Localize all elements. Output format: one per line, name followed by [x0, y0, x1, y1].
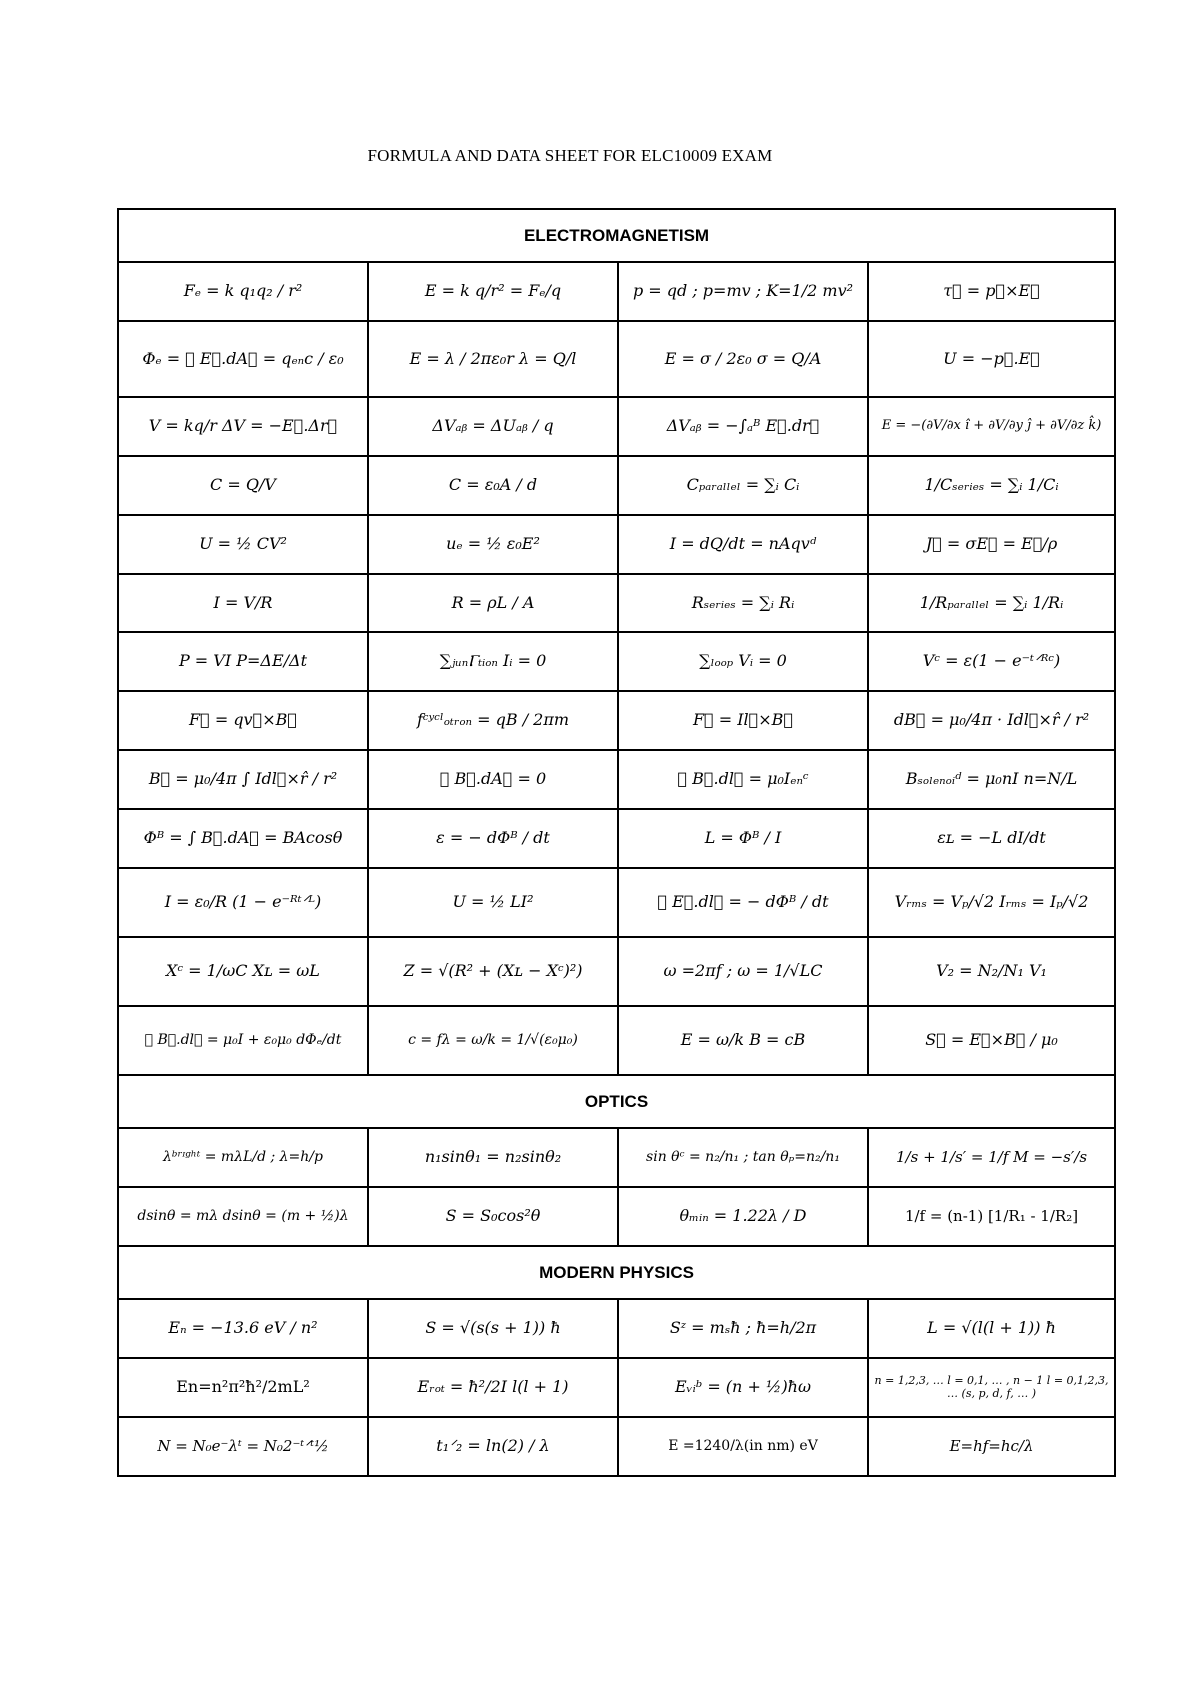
section-header-electromagnetism: ELECTROMAGNETISM: [118, 209, 1115, 262]
formula-cell: F⃗ = qv⃗×B⃗: [118, 691, 368, 750]
formula-cell: I = dQ/dt = nAqvᵈ: [618, 515, 868, 574]
formula-cell: 1/f = (n-1) [1/R₁ - 1/R₂]: [868, 1187, 1115, 1246]
formula-cell: ∮ B⃗.dA⃗ = 0: [368, 750, 618, 809]
formula-cell: Vᶜ = ε(1 − e⁻ᵗᐟᴿᶜ): [868, 632, 1115, 691]
formula-cell: E = ω/k B = cB: [618, 1006, 868, 1075]
table-row: [118, 262, 1115, 321]
formula-cell: 1/s + 1/s′ = 1/f M = −s′/s: [868, 1128, 1115, 1187]
table-row: [118, 397, 1115, 456]
formula-cell: dB⃗ = μ₀/4π · Idl⃗×r̂ / r²: [868, 691, 1115, 750]
formula-cell: Bₛₒₗₑₙₒᵢᵈ = μ₀nI n=N/L: [868, 750, 1115, 809]
formula-cell: E=hf=hc/λ: [868, 1417, 1115, 1476]
formula-cell: εʟ = −L dI/dt: [868, 809, 1115, 868]
formula-cell: U = ½ LI²: [368, 868, 618, 937]
table-row: [118, 809, 1115, 868]
formula-cell: sin θᶜ = n₂/n₁ ; tan θₚ=n₂/n₁: [618, 1128, 868, 1187]
formula-cell: ∑ⱼᵤₙⲄₜᵢₒₙ Iᵢ = 0: [368, 632, 618, 691]
formula-cell: C = ε₀A / d: [368, 456, 618, 515]
table-row: [118, 1358, 1115, 1417]
formula-cell: ∮ B⃗.dl⃗ = μ₀I + ε₀μ₀ dΦₑ/dt: [118, 1006, 368, 1075]
formula-cell: t₁ᐟ₂ = ln(2) / λ: [368, 1417, 618, 1476]
formula-cell: Z = √(R² + (Xʟ − Xᶜ)²): [368, 937, 618, 1006]
table-row: [118, 1187, 1115, 1246]
formula-cell: 1/Cₛₑᵣᵢₑₛ = ∑ᵢ 1/Cᵢ: [868, 456, 1115, 515]
formula-cell: S = √(s(s + 1)) ħ: [368, 1299, 618, 1358]
table-row: [118, 937, 1115, 1006]
formula-cell: ΔVₐᵦ = ΔUₐᵦ / q: [368, 397, 618, 456]
formula-cell: E = λ / 2πε₀r λ = Q/l: [368, 321, 618, 397]
formula-cell: U = −p⃗.E⃗: [868, 321, 1115, 397]
page-title: FORMULA AND DATA SHEET FOR ELC10009 EXAM: [367, 146, 773, 165]
formula-cell: Φᴮ = ∫ B⃗.dA⃗ = BAcosθ: [118, 809, 368, 868]
table-row: [118, 1006, 1115, 1075]
section-header-row: [118, 1075, 1115, 1128]
formula-cell: Eᵣₒₜ = ħ²/2I l(l + 1): [368, 1358, 618, 1417]
table-row: [118, 868, 1115, 937]
formula-cell: E = σ / 2ε₀ σ = Q/A: [618, 321, 868, 397]
section-header-optics: OPTICS: [118, 1075, 1115, 1128]
formula-cell: V₂ = N₂/N₁ V₁: [868, 937, 1115, 1006]
formula-cell: λᵇʳᶦᵍʰᵗ = mλL/d ; λ=h/p: [118, 1128, 368, 1187]
section-header-row: [118, 1246, 1115, 1299]
formula-cell: R = ρL / A: [368, 574, 618, 632]
table-row: [118, 1417, 1115, 1476]
table-row: [118, 515, 1115, 574]
formula-cell: N = N₀e⁻λᵗ = N₀2⁻ᵗᐟᵗ½: [118, 1417, 368, 1476]
formula-cell: ∑ₗₒₒₚ Vᵢ = 0: [618, 632, 868, 691]
formula-cell: θₘᵢₙ = 1.22λ / D: [618, 1187, 868, 1246]
formula-cell: E = k q/r² = Fₑ/q: [368, 262, 618, 321]
formula-cell: Xᶜ = 1/ωC Xʟ = ωL: [118, 937, 368, 1006]
formula-cell: p = qd ; p=mv ; K=1/2 mv²: [618, 262, 868, 321]
formula-cell: Eᵥᵢᵇ = (n + ½)ħω: [618, 1358, 868, 1417]
section-header-modern-physics: MODERN PHYSICS: [118, 1246, 1115, 1299]
formula-cell: Φₑ = ∮ E⃗.dA⃗ = qₑₙc / ε₀: [118, 321, 368, 397]
formula-cell: τ⃗ = p⃗×E⃗: [868, 262, 1115, 321]
formula-cell: E = −(∂V/∂x î + ∂V/∂y ĵ + ∂V/∂z k̂): [868, 397, 1115, 456]
formula-cell: n₁sinθ₁ = n₂sinθ₂: [368, 1128, 618, 1187]
formula-cell: ∮ E⃗.dl⃗ = − dΦᴮ / dt: [618, 868, 868, 937]
formula-cell: S⃗ = E⃗×B⃗ / μ₀: [868, 1006, 1115, 1075]
table-row: [118, 750, 1115, 809]
formula-cell: Sᶻ = mₛħ ; ħ=h/2π: [618, 1299, 868, 1358]
formula-cell: c = fλ = ω/k = 1/√(ε₀μ₀): [368, 1006, 618, 1075]
formula-cell: L = √(l(l + 1)) ħ: [868, 1299, 1115, 1358]
formula-cell: ω =2πf ; ω = 1/√LC: [618, 937, 868, 1006]
formula-cell: Vᵣₘₛ = Vₚ/√2 Iᵣₘₛ = Iₚ/√2: [868, 868, 1115, 937]
formula-cell: E =1240/λ(in nm) eV: [618, 1417, 868, 1476]
table-row: [118, 691, 1115, 750]
formula-cell: S = S₀cos²θ: [368, 1187, 618, 1246]
formula-cell: B⃗ = μ₀/4π ∫ Idl⃗×r̂ / r²: [118, 750, 368, 809]
formula-cell: Fₑ = k q₁q₂ / r²: [118, 262, 368, 321]
section-header-row: [118, 209, 1115, 262]
formula-cell: C = Q/V: [118, 456, 368, 515]
formula-cell: U = ½ CV²: [118, 515, 368, 574]
formula-cell: I = ε₀/R (1 − e⁻ᴿᵗᐟᴸ): [118, 868, 368, 937]
table-row: [118, 1299, 1115, 1358]
formula-cell: Rₛₑᵣᵢₑₛ = ∑ᵢ Rᵢ: [618, 574, 868, 632]
formula-cell: J⃗ = σE⃗ = E⃗/ρ: [868, 515, 1115, 574]
formula-cell: 1/Rₚₐᵣₐₗₗₑₗ = ∑ᵢ 1/Rᵢ: [868, 574, 1115, 632]
table-row: [118, 456, 1115, 515]
table-row: [118, 1128, 1115, 1187]
formula-table: [117, 208, 1116, 1477]
formula-cell: P = VI P=ΔE/Δt: [118, 632, 368, 691]
formula-cell: V = kq/r ΔV = −E⃗.Δr⃗: [118, 397, 368, 456]
formula-cell: ∮ B⃗.dl⃗ = μ₀Iₑₙᶜ: [618, 750, 868, 809]
formula-cell: ΔVₐᵦ = −∫ₐᴮ E⃗.dr⃗: [618, 397, 868, 456]
table-row: [118, 574, 1115, 632]
table-row: [118, 321, 1115, 397]
formula-cell: En=n²π²ħ²/2mL²: [118, 1358, 368, 1417]
formula-cell: fᶜʸᶜˡₒₜᵣₒₙ = qB / 2πm: [368, 691, 618, 750]
formula-cell: ε = − dΦᴮ / dt: [368, 809, 618, 868]
formula-cell: F⃗ = Il⃗×B⃗: [618, 691, 868, 750]
formula-cell: uₑ = ½ ε₀E²: [368, 515, 618, 574]
formula-cell: dsinθ = mλ dsinθ = (m + ½)λ: [118, 1187, 368, 1246]
formula-cell: I = V/R: [118, 574, 368, 632]
formula-cell: Cₚₐᵣₐₗₗₑₗ = ∑ᵢ Cᵢ: [618, 456, 868, 515]
formula-cell: L = Φᴮ / I: [618, 809, 868, 868]
formula-cell: n = 1,2,3, … l = 0,1, … , n − 1 l = 0,1,2,3, … (s, p, d, f, … ): [868, 1358, 1115, 1417]
table-row: [118, 632, 1115, 691]
formula-cell: Eₙ = −13.6 eV / n²: [118, 1299, 368, 1358]
